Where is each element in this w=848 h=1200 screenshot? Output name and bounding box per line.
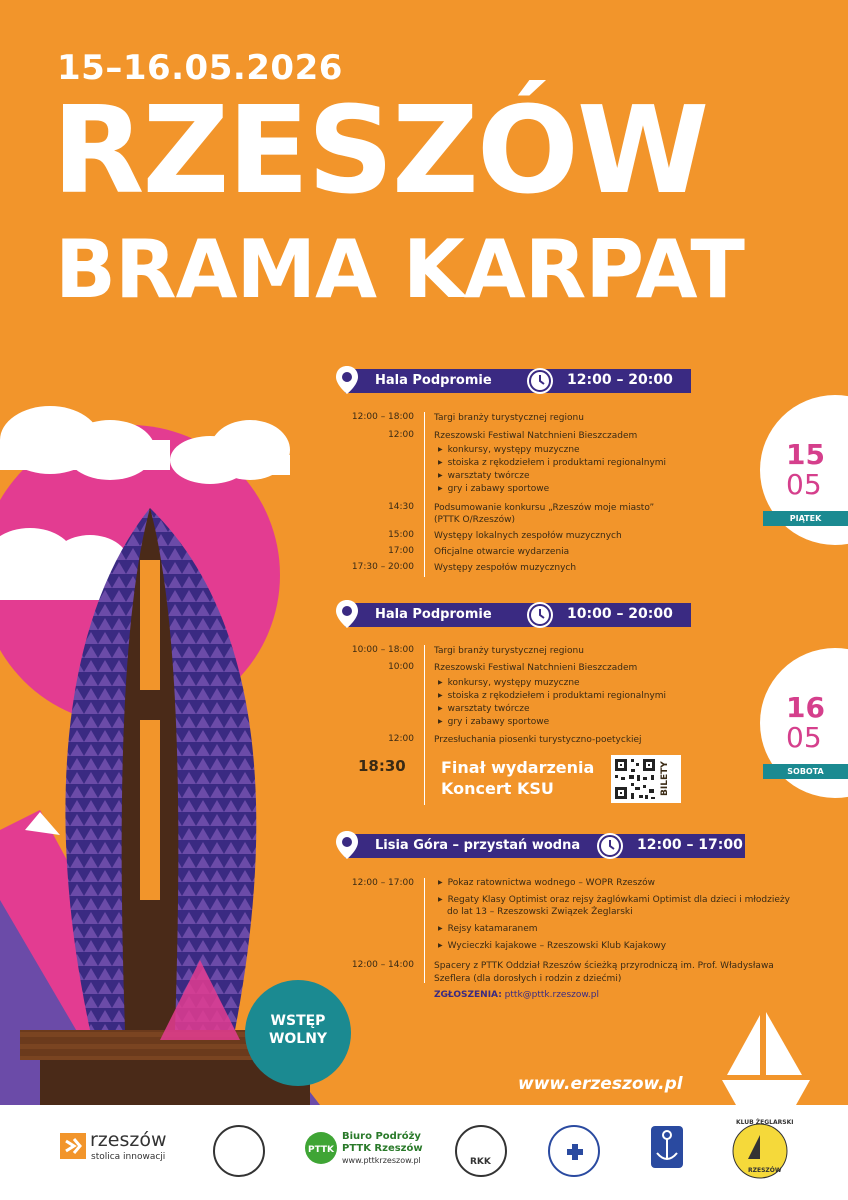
venue-bar-day3 — [345, 834, 745, 858]
signup-label: ZGŁOSZENIA: — [434, 990, 502, 1000]
bullet-item: ▶ gry i zabawy sportowe — [438, 717, 549, 727]
location-pin-icon — [335, 365, 359, 395]
clock-icon — [525, 366, 555, 396]
event-date: 15–16.05.2026 — [57, 48, 343, 88]
schedule-day3: 12:00 – 17:00 ▶ Pokaz ratownictwa wodnego – WOPR Rzeszów ▶ Regaty Klasy Optimist oraz rejsy żaglówkami Optimist dla dzieci i młodzieży do lat 13 – Rzeszowski Związek Żeglarski ▶ Rejsy katamaranem ▶ Wycieczki kajakowe – Rzeszowski Klub Kajakowy 12:00 – 14:00 Spacery z PTTK Oddział Rzeszów ścieżką przyrodniczą im. Prof. Władysława Szeflera (dla dorosłych i rodzin z dziećmi) — [340, 878, 800, 988]
weekday-tag: PIĄTEK — [763, 511, 848, 526]
kayak-club-icon — [455, 1125, 507, 1177]
footer-logos — [0, 1105, 848, 1200]
venue-hours: 12:00 – 20:00 — [567, 372, 673, 388]
bullet-item: ▶ Rejsy katamaranem — [438, 924, 538, 934]
day-month: 05 — [786, 721, 822, 754]
title-rzeszow: RZESZÓW — [52, 82, 708, 221]
bullet-item: ▶ konkursy, występy muzyczne — [438, 445, 580, 455]
pttk-line1: Biuro Podróży — [342, 1131, 421, 1142]
finale-text — [441, 757, 594, 799]
tickets-label: BILETY — [660, 761, 670, 797]
venue-name: Lisia Góra – przystań wodna — [375, 838, 581, 853]
bullet-item: ▶ konkursy, występy muzyczne — [438, 678, 580, 688]
sailing-club-line2: RZESZÓW — [748, 1167, 782, 1174]
day-month: 05 — [786, 468, 822, 501]
rzeszow-logo-name: rzeszów — [90, 1129, 167, 1151]
venue-bar-day2 — [345, 603, 691, 627]
weekday-tag: SOBOTA — [763, 764, 848, 779]
kayak-club-mark: RKK — [470, 1157, 491, 1167]
venue-name: Hala Podpromie — [375, 607, 492, 622]
location-pin-icon — [335, 830, 359, 860]
sailboat-icon — [722, 1010, 812, 1105]
hiking-badge-icon — [213, 1125, 265, 1177]
bullet-item-continuation: do lat 13 – Rzeszowski Związek Żeglarski — [447, 907, 633, 917]
signup-email[interactable]: pttk@pttk.rzeszow.pl — [504, 990, 599, 1000]
bullet-item: ▶ Wycieczki kajakowe – Rzeszowski Klub Kajakowy — [438, 941, 666, 951]
title-brama-karpat: BRAMA KARPAT — [55, 223, 744, 316]
pttk-line2: PTTK Rzeszów — [342, 1143, 423, 1154]
sailing-club-line1: KLUB ŻEGLARSKI — [736, 1119, 794, 1126]
venue-name: Hala Podpromie — [375, 373, 492, 388]
venue-hours: 12:00 – 17:00 — [637, 837, 743, 853]
pttk-logo-icon — [304, 1131, 338, 1165]
bullet-item: ▶ stoiska z rękodziełem i produktami regionalnymi — [438, 691, 666, 701]
bullet-item: ▶ Regaty Klasy Optimist oraz rejsy żaglówkami Optimist dla dzieci i młodzieży — [438, 895, 790, 905]
pttk-mark: PTTK — [307, 1145, 335, 1155]
bullet-item: ▶ Pokaz ratownictwa wodnego – WOPR Rzeszów — [438, 878, 655, 888]
schedule-day2: 10:00 – 18:00 Targi branży turystycznej regionu 10:00 Rzeszowski Festiwal Natchnieni Bieszczadem ▶ konkursy, występy muzyczne ▶ stoiska z rękodziełem i produktami regionalnymi ▶ warsztaty twórcze ▶ gry i zabawy sportowe 12:00 Przesłuchania piosenki turystyczno-poetyckiej — [340, 645, 800, 805]
anchor-logo-icon — [650, 1125, 684, 1169]
venue-hours: 10:00 – 20:00 — [567, 606, 673, 622]
pttk-url: www.pttkrzeszow.pl — [342, 1156, 421, 1165]
finale-title: Finał wydarzenia — [441, 758, 595, 777]
day-number: 16 — [786, 691, 825, 724]
location-pin-icon — [335, 599, 359, 629]
finale-concert: Koncert KSU — [441, 779, 554, 798]
rzeszow-logo-icon — [60, 1133, 86, 1159]
badge-line1: WSTĘP — [270, 1013, 326, 1029]
free-entry-badge — [245, 980, 351, 1086]
signup-line — [434, 990, 599, 1000]
website-link[interactable]: www.erzeszow.pl — [518, 1074, 683, 1094]
schedule-day1: 12:00 – 18:00 Targi branży turystycznej regionu 12:00 Rzeszowski Festiwal Natchnieni Bieszczadem ▶ konkursy, występy muzyczne ▶ stoiska z rękodziełem i produktami regionalnymi ▶ warsztaty twórcze ▶ gry i zabawy sportowe 14:30 Podsumowanie konkursu „Rzeszów moje miasto” (PTTK O/Rzeszów) 15:00 Występy lokalnych zespołów muzycznych 17:00 Oficjalne otwarcie wydarzenia 17:30 – 20:00 Występy zespołów muzycznych — [340, 412, 800, 582]
day-number: 15 — [786, 438, 825, 471]
clock-icon — [525, 600, 555, 630]
bullet-item: ▶ gry i zabawy sportowe — [438, 484, 549, 494]
rzeszow-logo-tagline: stolica innowacji — [91, 1152, 166, 1162]
bullet-item: ▶ warsztaty twórcze — [438, 471, 529, 481]
finale-time: 18:30 — [358, 757, 406, 775]
clock-icon — [595, 831, 625, 861]
wopr-cross-icon — [565, 1142, 585, 1162]
venue-bar-day1 — [345, 369, 691, 393]
badge-line2: WOLNY — [268, 1031, 328, 1047]
bullet-item: ▶ warsztaty twórcze — [438, 704, 529, 714]
bullet-item: ▶ stoiska z rękodziełem i produktami regionalnymi — [438, 458, 666, 468]
